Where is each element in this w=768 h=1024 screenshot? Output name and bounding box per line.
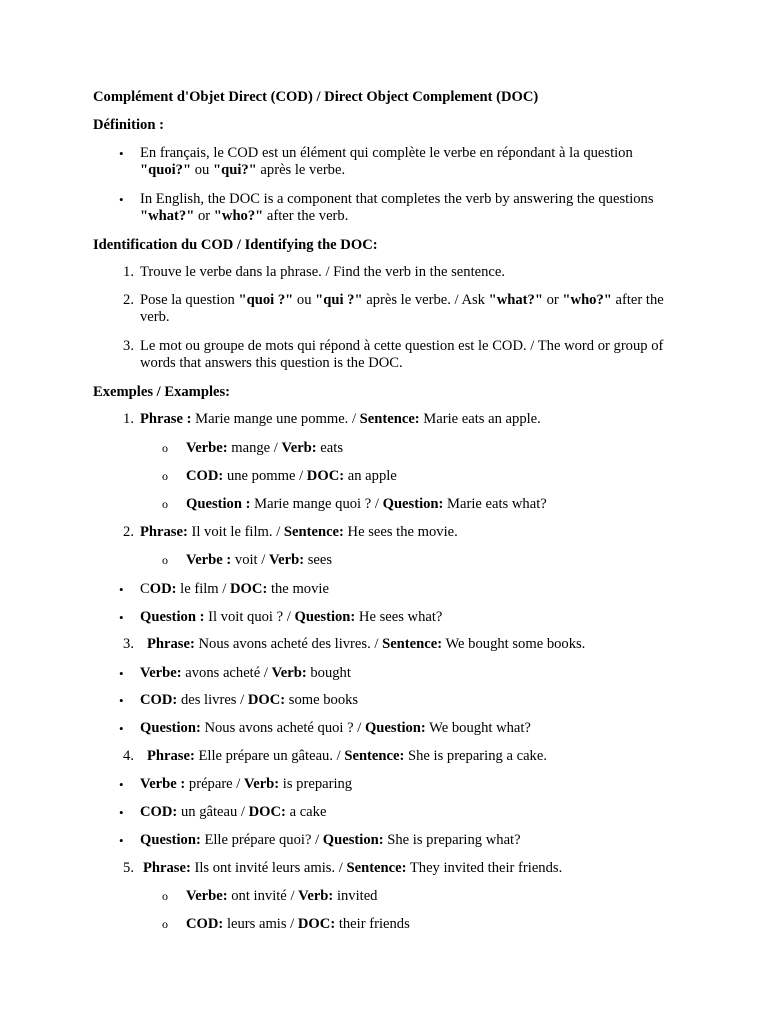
example-4-phrase: 4. Phrase: Elle prépare un gâteau. / Sentence: She is preparing a cake.: [123, 748, 547, 764]
sub-bullet-marker: o: [162, 441, 168, 455]
example-2-cod: • COD: le film / DOC: the movie: [119, 581, 329, 597]
example-5-verbe: o Verbe: ont invité / Verb: invited: [162, 888, 378, 904]
sub-bullet-marker: o: [162, 469, 168, 483]
example-3-question: • Question: Nous avons acheté quoi ? / Question: We bought what?: [119, 720, 531, 736]
example-3-cod: • COD: des livres / DOC: some books: [119, 692, 359, 708]
example-4-verbe: • Verbe : prépare / Verb: is preparing: [119, 776, 353, 792]
bullet-marker: •: [119, 833, 124, 848]
example-2-phrase: 2. Phrase: Il voit le film. / Sentence: He sees the movie.: [123, 524, 458, 540]
sub-bullet-marker: o: [162, 497, 168, 511]
sub-bullet-marker: o: [162, 889, 168, 903]
bullet-marker: •: [119, 666, 124, 681]
sub-bullet-marker: o: [162, 917, 168, 931]
bullet-marker: •: [119, 777, 124, 792]
example-4-cod: • COD: un gâteau / DOC: a cake: [119, 804, 327, 820]
example-2-verbe: o Verbe : voit / Verb: sees: [162, 552, 333, 568]
definition-fr-item: • En français, le COD est un élément qui complète le verbe en répondant à la question "quoi?" ou "qui?" après le verbe.: [119, 145, 633, 178]
example-2-question: • Question : Il voit quoi ? / Question: He sees what?: [119, 609, 443, 625]
example-3-verbe: • Verbe: avons acheté / Verb: bought: [119, 665, 351, 681]
sub-bullet-marker: o: [162, 553, 168, 567]
example-1-verbe: o Verbe: mange / Verb: eats: [162, 440, 343, 456]
identification-heading: Identification du COD / Identifying the DOC:: [93, 237, 378, 253]
example-5-phrase: 5. Phrase: Ils ont invité leurs amis. / Sentence: They invited their friends.: [123, 860, 563, 876]
example-1-question: o Question : Marie mange quoi ? / Question: Marie eats what?: [162, 496, 547, 512]
bullet-marker: •: [119, 146, 124, 161]
bullet-marker: •: [119, 805, 124, 820]
bullet-marker: •: [119, 582, 124, 597]
page-title: Complément d'Objet Direct (COD) / Direct Object Complement (DOC): [93, 89, 539, 105]
example-1-cod: o COD: une pomme / DOC: an apple: [162, 468, 397, 484]
example-3-phrase: 3. Phrase: Nous avons acheté des livres. / Sentence: We bought some books.: [123, 636, 586, 652]
example-5-cod: o COD: leurs amis / DOC: their friends: [162, 916, 410, 932]
definition-heading: Définition :: [93, 117, 164, 133]
bullet-marker: •: [119, 192, 124, 207]
identification-step: 3. Le mot ou groupe de mots qui répond à cette question est le COD. / The word or group of words that answers this question is the DOC.: [123, 338, 664, 371]
examples-heading: Exemples / Examples:: [93, 384, 231, 400]
definition-en-item: • In English, the DOC is a component that completes the verb by answering the questions "what?" or "who?" after the verb.: [119, 191, 654, 224]
identification-step: 1. Trouve le verbe dans la phrase. / Find the verb in the sentence.: [123, 264, 506, 280]
bullet-marker: •: [119, 610, 124, 625]
bullet-marker: •: [119, 693, 124, 708]
identification-step: 2. Pose la question "quoi ?" ou "qui ?" après le verbe. / Ask "what?" or "who?" after the verb.: [123, 292, 664, 325]
example-1-phrase: 1. Phrase : Marie mange une pomme. / Sentence: Marie eats an apple.: [123, 411, 541, 427]
bullet-marker: •: [119, 721, 124, 736]
example-4-question: • Question: Elle prépare quoi? / Question: She is preparing what?: [119, 832, 521, 848]
